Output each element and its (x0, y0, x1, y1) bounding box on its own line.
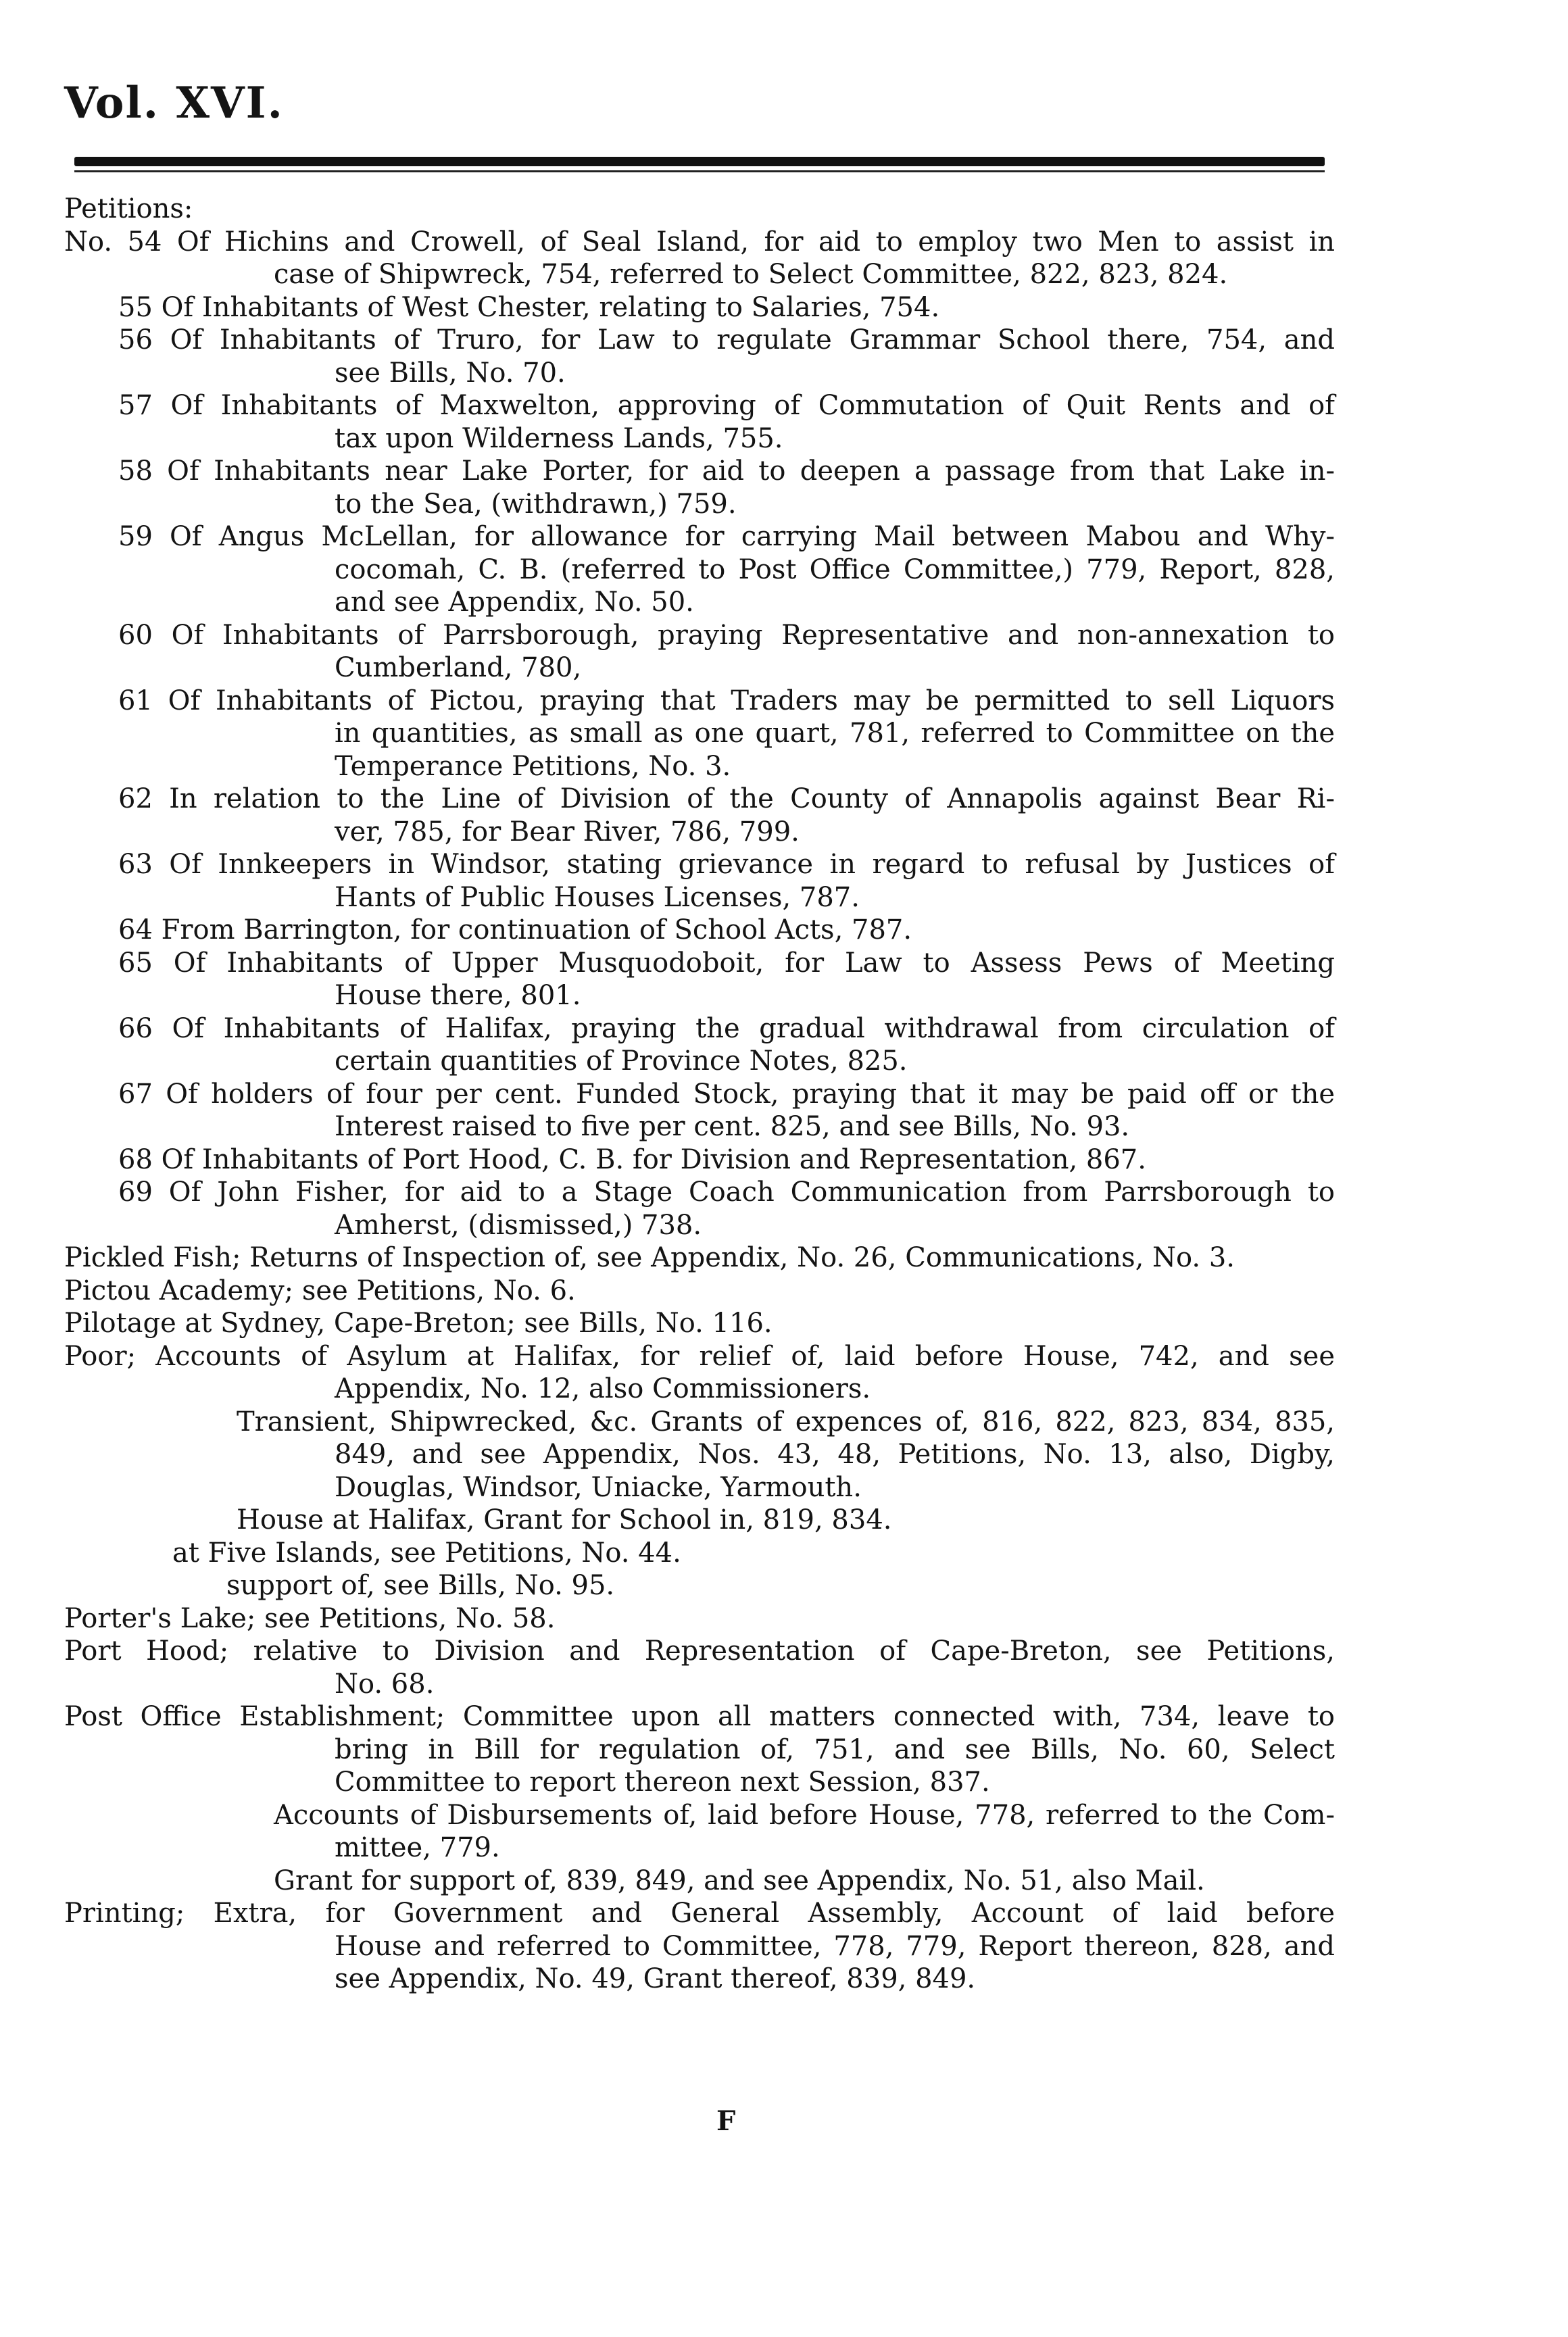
index-line: 66 Of Inhabitants of Halifax, praying the gradual withdrawal from circulation of (118, 1012, 1335, 1044)
index-line: Appendix, No. 12, also Commissioners. (335, 1373, 871, 1404)
index-line: see Bills, No. 70. (335, 357, 566, 389)
index-line: and see Appendix, No. 50. (335, 587, 694, 618)
index-line: Post Office Establishment; Committee upon all matters connected with, 734, leave to (64, 1701, 1335, 1732)
signature-mark: F (716, 2105, 736, 2137)
volume-header: Vol. XVI. (64, 78, 284, 128)
index-line: 55 Of Inhabitants of West Chester, relating to Salaries, 754. (118, 291, 940, 323)
index-line: 60 Of Inhabitants of Parrsborough, praying Representative and non-annexation to (118, 619, 1335, 651)
index-line: Pickled Fish; Returns of Inspection of, see Appendix, No. 26, Communications, No. 3. (64, 1242, 1235, 1273)
index-line: cocomah, C. B. (referred to Post Office Committee,) 779, Report, 828, (335, 554, 1335, 585)
index-line: 69 Of John Fisher, for aid to a Stage Coach Communication from Parrsborough to (118, 1177, 1335, 1208)
index-line: to the Sea, (withdrawn,) 759. (335, 488, 737, 520)
index-line: tax upon Wilderness Lands, 755. (335, 422, 783, 454)
index-line: House and referred to Committee, 778, 779, Report thereon, 828, and (335, 1930, 1335, 1962)
index-line: support of, see Bills, No. 95. (226, 1570, 615, 1601)
index-line: Grant for support of, 839, 849, and see Appendix, No. 51, also Mail. (274, 1865, 1205, 1896)
index-line: 59 Of Angus McLellan, for allowance for carrying Mail between Mabou and Why- (118, 521, 1335, 552)
index-line: 67 Of holders of four per cent. Funded Stock, praying that it may be paid off or the (118, 1078, 1335, 1110)
index-line: Pilotage at Sydney, Cape-Breton; see Bills, No. 116. (64, 1308, 773, 1339)
index-line: 58 Of Inhabitants near Lake Porter, for aid to deepen a passage from that Lake in- (118, 456, 1335, 487)
index-line: mittee, 779. (335, 1832, 500, 1863)
index-line: 65 Of Inhabitants of Upper Musquodoboit, for Law to Assess Pews of Meeting (118, 947, 1335, 979)
header-rule-thin (74, 170, 1325, 172)
index-line: Port Hood; relative to Division and Representation of Cape-Breton, see Petitions, (64, 1635, 1335, 1667)
index-line: Amherst, (dismissed,) 738. (335, 1209, 702, 1241)
index-line: case of Shipwreck, 754, referred to Select Committee, 822, 823, 824. (274, 259, 1228, 290)
index-line: Temperance Petitions, No. 3. (335, 750, 731, 782)
index-line: 63 Of Innkeepers in Windsor, stating grievance in regard to refusal by Justices of (118, 849, 1335, 880)
index-line: Committee to report thereon next Session, 837. (335, 1767, 990, 1798)
index-line: Interest raised to five per cent. 825, and see Bills, No. 93. (335, 1111, 1130, 1142)
index-line: 56 Of Inhabitants of Truro, for Law to regulate Grammar School there, 754, and (118, 324, 1335, 355)
index-line: Hants of Public Houses Licenses, 787. (335, 881, 860, 913)
index-line: Printing; Extra, for Government and General Assembly, Account of laid before (64, 1898, 1335, 1929)
index-line: 68 Of Inhabitants of Port Hood, C. B. for Division and Representation, 867. (118, 1143, 1146, 1175)
index-line: No. 54 Of Hichins and Crowell, of Seal Island, for aid to employ two Men to assist in (64, 226, 1335, 257)
index-line: certain quantities of Province Notes, 825. (335, 1046, 908, 1077)
index-line: House there, 801. (335, 980, 581, 1011)
index-line: Pictou Academy; see Petitions, No. 6. (64, 1275, 576, 1306)
index-line: No. 68. (335, 1668, 435, 1700)
index-entries (64, 193, 1335, 1996)
index-line: ver, 785, for Bear River, 786, 799. (335, 816, 800, 847)
index-line: 64 From Barrington, for continuation of School Acts, 787. (118, 914, 912, 945)
index-line: Cumberland, 780, (335, 652, 582, 683)
index-line: Porter's Lake; see Petitions, No. 58. (64, 1602, 556, 1634)
index-line: see Appendix, No. 49, Grant thereof, 839, 849. (335, 1963, 976, 1994)
index-line: 57 Of Inhabitants of Maxwelton, approving of Commutation of Quit Rents and of (118, 390, 1335, 421)
index-line: House at Halifax, Grant for School in, 819, 834. (237, 1504, 892, 1535)
index-line: Poor; Accounts of Asylum at Halifax, for relief of, laid before House, 742, and see (64, 1340, 1335, 1372)
index-line: at Five Islands, see Petitions, No. 44. (172, 1537, 681, 1569)
index-line: 61 Of Inhabitants of Pictou, praying that Traders may be permitted to sell Liquors (118, 685, 1335, 716)
index-line: Accounts of Disbursements of, laid before House, 778, referred to the Com- (274, 1799, 1335, 1831)
index-line: Transient, Shipwrecked, &c. Grants of expences of, 816, 822, 823, 834, 835, (237, 1406, 1335, 1437)
index-line: 62 In relation to the Line of Division of the County of Annapolis against Bear Ri- (118, 783, 1335, 814)
header-rule (74, 157, 1325, 166)
index-line: Petitions: (64, 193, 193, 224)
index-line: in quantities, as small as one quart, 781, referred to Committee on the (335, 718, 1335, 749)
index-line: Douglas, Windsor, Uniacke, Yarmouth. (335, 1471, 862, 1503)
index-line: 849, and see Appendix, Nos. 43, 48, Petitions, No. 13, also, Digby, (335, 1439, 1335, 1470)
index-line: bring in Bill for regulation of, 751, and see Bills, No. 60, Select (335, 1733, 1335, 1765)
